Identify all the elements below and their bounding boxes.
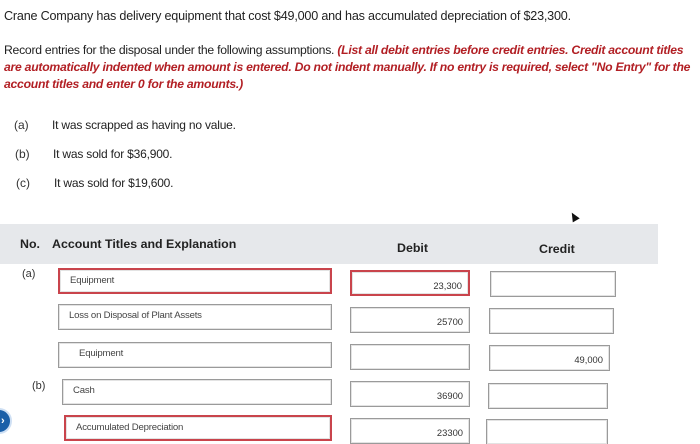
debit-amount-value: 36900 <box>436 390 463 401</box>
instruction-plain: Record entries for the disposal under the following assumptions. <box>4 43 338 57</box>
header-debit: Debit <box>397 241 428 255</box>
account-title-input[interactable] <box>64 415 332 441</box>
account-title-input[interactable] <box>62 379 332 405</box>
account-title-input[interactable] <box>58 304 332 330</box>
scenario-letter: (a) <box>14 118 29 132</box>
mouse-pointer-icon <box>568 211 579 223</box>
header-no: No. <box>20 237 40 251</box>
row-entry-label: (a) <box>22 268 36 280</box>
account-title-value: Equipment <box>70 275 115 286</box>
header-credit: Credit <box>539 242 575 256</box>
scenario-text: It was sold for $19,600. <box>54 176 174 190</box>
scenario-letter: (b) <box>15 147 30 161</box>
account-title-value: Accumulated Depreciation <box>76 422 184 433</box>
instruction-emphasis: (List all debit entries before credit entries. Credit account titles are automatically indented when amount is entered. Do not indent manually. If no entry is required, select "No Entry" for the account titles and enter 0 for the amounts.) <box>4 43 691 91</box>
debit-amount-input[interactable] <box>350 381 470 407</box>
account-title-value: Loss on Disposal of Plant Assets <box>69 310 202 321</box>
credit-amount-input[interactable] <box>488 383 608 409</box>
credit-amount-input[interactable] <box>489 345 610 371</box>
question-intro: Crane Company has delivery equipment that cost $49,000 and has accumulated depreciation of $23,300. <box>4 9 571 23</box>
debit-amount-input[interactable] <box>350 270 470 296</box>
account-title-value: Equipment <box>79 348 124 359</box>
account-title-input[interactable] <box>58 342 332 368</box>
chevron-right-icon: › <box>1 415 5 427</box>
account-title-value: Cash <box>73 385 95 396</box>
credit-amount-input[interactable] <box>486 419 608 444</box>
row-entry-label: (b) <box>32 380 46 392</box>
account-title-input[interactable] <box>58 268 332 294</box>
back-button[interactable] <box>0 408 12 434</box>
credit-amount-input[interactable] <box>489 308 614 334</box>
debit-amount-input[interactable] <box>350 307 470 333</box>
debit-amount-input[interactable] <box>350 344 470 370</box>
scenario-letter: (c) <box>16 176 30 190</box>
scenario-text: It was scrapped as having no value. <box>52 118 236 132</box>
credit-amount-input[interactable] <box>490 271 616 297</box>
journal-table-header <box>0 224 658 264</box>
question-instructions <box>4 42 694 93</box>
debit-amount-value: 25700 <box>436 316 463 327</box>
debit-amount-value: 23300 <box>436 427 463 438</box>
scenario-text: It was sold for $36,900. <box>53 147 173 161</box>
debit-amount-input[interactable] <box>350 418 470 444</box>
credit-amount-value: 49,000 <box>574 354 603 365</box>
header-account-titles: Account Titles and Explanation <box>52 237 237 251</box>
debit-amount-value: 23,300 <box>433 280 462 291</box>
